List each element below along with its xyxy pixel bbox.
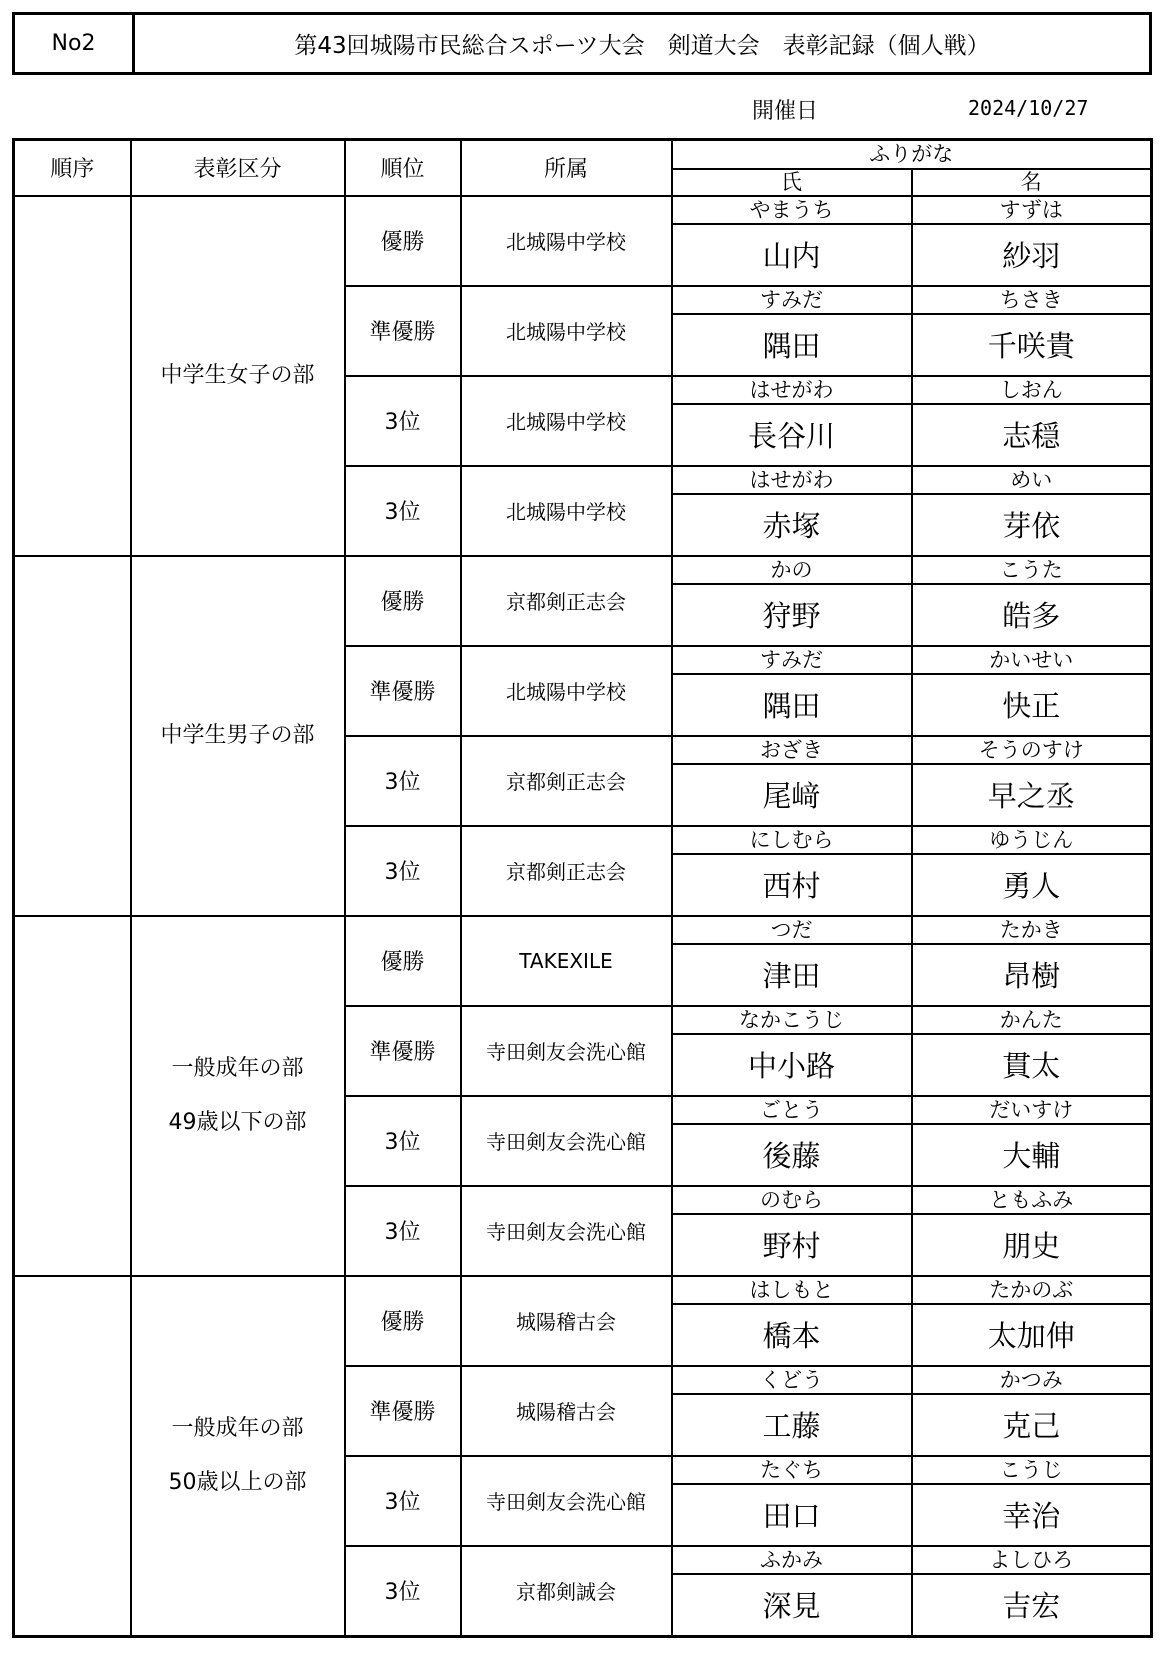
affiliation-cell: 寺田剣友会洗心館 xyxy=(461,1006,672,1096)
header-rank: 順位 xyxy=(345,140,461,196)
surname-kana-cell: はせがわ xyxy=(672,466,912,494)
surname-kana-cell: ごとう xyxy=(672,1096,912,1124)
table-row xyxy=(14,196,1152,224)
affiliation-cell: 京都剣正志会 xyxy=(461,556,672,646)
header-surname: 氏 xyxy=(672,169,912,196)
affiliation-cell: 城陽稽古会 xyxy=(461,1366,672,1456)
surname-kana-cell: かの xyxy=(672,556,912,584)
category-cell xyxy=(131,196,345,556)
category-label: 50歳以上の部 xyxy=(168,1469,307,1495)
given-name-cell: 紗羽 xyxy=(912,224,1152,286)
order-cell xyxy=(14,556,131,916)
order-cell xyxy=(14,196,131,556)
order-cell xyxy=(14,1276,131,1637)
date-value: 2024/10/27 xyxy=(968,96,1089,120)
rank-cell: 準優勝 xyxy=(345,1366,461,1456)
awards-table xyxy=(12,138,1153,1638)
given-kana-cell: しおん xyxy=(912,376,1152,404)
surname-cell: 長谷川 xyxy=(672,404,912,466)
rank-cell: 優勝 xyxy=(345,196,461,286)
surname-cell: 赤塚 xyxy=(672,494,912,556)
affiliation-cell: 城陽稽古会 xyxy=(461,1276,672,1366)
given-name-cell: 快正 xyxy=(912,674,1152,736)
given-kana-cell: たかき xyxy=(912,916,1152,944)
rank-cell: 3位 xyxy=(345,1456,461,1546)
awards-table-body xyxy=(14,196,1152,1637)
rank-cell: 3位 xyxy=(345,1186,461,1276)
given-name-cell: 幸治 xyxy=(912,1484,1152,1546)
category-cell xyxy=(131,916,345,1276)
given-name-cell: 皓多 xyxy=(912,584,1152,646)
category-label: 49歳以下の部 xyxy=(168,1109,307,1135)
category-cell xyxy=(131,556,345,916)
given-kana-cell: かんた xyxy=(912,1006,1152,1034)
surname-cell: 後藤 xyxy=(672,1124,912,1186)
given-kana-cell: ちさき xyxy=(912,286,1152,314)
category-label: 一般成年の部 xyxy=(171,1415,304,1441)
given-name-cell: 大輔 xyxy=(912,1124,1152,1186)
surname-cell: 野村 xyxy=(672,1214,912,1276)
table-row xyxy=(14,916,1152,944)
surname-kana-cell: つだ xyxy=(672,916,912,944)
given-kana-cell: よしひろ xyxy=(912,1546,1152,1574)
given-kana-cell: そうのすけ xyxy=(912,736,1152,764)
given-name-cell: 朋史 xyxy=(912,1214,1152,1276)
rank-cell: 優勝 xyxy=(345,556,461,646)
surname-cell: 西村 xyxy=(672,854,912,916)
rank-cell: 準優勝 xyxy=(345,646,461,736)
given-kana-cell: すずは xyxy=(912,196,1152,224)
given-kana-cell: だいすけ xyxy=(912,1096,1152,1124)
affiliation-cell: TAKEXILE xyxy=(461,916,672,1006)
rank-cell: 優勝 xyxy=(345,1276,461,1366)
category-label: 中学生女子の部 xyxy=(160,362,315,388)
given-name-cell: 志穏 xyxy=(912,404,1152,466)
given-name-cell: 太加伸 xyxy=(912,1304,1152,1366)
given-kana-cell: こうた xyxy=(912,556,1152,584)
surname-kana-cell: くどう xyxy=(672,1366,912,1394)
surname-kana-cell: なかこうじ xyxy=(672,1006,912,1034)
header-furigana: ふりがな xyxy=(672,140,1152,169)
affiliation-cell: 北城陽中学校 xyxy=(461,646,672,736)
surname-cell: 狩野 xyxy=(672,584,912,646)
surname-kana-cell: たぐち xyxy=(672,1456,912,1484)
surname-kana-cell: はしもと xyxy=(672,1276,912,1304)
given-name-cell: 芽依 xyxy=(912,494,1152,556)
affiliation-cell: 寺田剣友会洗心館 xyxy=(461,1456,672,1546)
given-kana-cell: かつみ xyxy=(912,1366,1152,1394)
given-name-cell: 昂樹 xyxy=(912,944,1152,1006)
surname-cell: 中小路 xyxy=(672,1034,912,1096)
header-order: 順序 xyxy=(14,140,131,196)
date-label: 開催日 xyxy=(752,99,819,124)
rank-cell: 準優勝 xyxy=(345,1006,461,1096)
given-kana-cell: ゆうじん xyxy=(912,826,1152,854)
given-name-cell: 克己 xyxy=(912,1394,1152,1456)
given-kana-cell: たかのぶ xyxy=(912,1276,1152,1304)
surname-kana-cell: すみだ xyxy=(672,286,912,314)
given-kana-cell: ともふみ xyxy=(912,1186,1152,1214)
surname-cell: 隅田 xyxy=(672,314,912,376)
rank-cell: 3位 xyxy=(345,376,461,466)
surname-cell: 山内 xyxy=(672,224,912,286)
rank-cell: 3位 xyxy=(345,1546,461,1637)
surname-cell: 深見 xyxy=(672,1574,912,1637)
affiliation-cell: 京都剣正志会 xyxy=(461,736,672,826)
document-number: No2 xyxy=(15,15,135,72)
rank-cell: 3位 xyxy=(345,826,461,916)
header-category: 表彰区分 xyxy=(131,140,345,196)
order-cell xyxy=(14,916,131,1276)
surname-cell: 津田 xyxy=(672,944,912,1006)
document-title-box xyxy=(12,12,1152,75)
affiliation-cell: 京都剣誠会 xyxy=(461,1546,672,1637)
rank-cell: 優勝 xyxy=(345,916,461,1006)
given-kana-cell: かいせい xyxy=(912,646,1152,674)
category-cell xyxy=(131,1276,345,1637)
given-name-cell: 千咲貴 xyxy=(912,314,1152,376)
surname-kana-cell: ふかみ xyxy=(672,1546,912,1574)
header-affiliation: 所属 xyxy=(461,140,672,196)
affiliation-cell: 寺田剣友会洗心館 xyxy=(461,1186,672,1276)
surname-cell: 尾﨑 xyxy=(672,764,912,826)
document-title: 第43回城陽市民総合スポーツ大会 剣道大会 表彰記録（個人戦） xyxy=(294,33,990,59)
rank-cell: 3位 xyxy=(345,736,461,826)
surname-cell: 橋本 xyxy=(672,1304,912,1366)
surname-kana-cell: にしむら xyxy=(672,826,912,854)
surname-kana-cell: すみだ xyxy=(672,646,912,674)
category-label: 中学生男子の部 xyxy=(160,722,315,748)
surname-kana-cell: やまうち xyxy=(672,196,912,224)
rank-cell: 3位 xyxy=(345,1096,461,1186)
header-given-name: 名 xyxy=(912,169,1152,196)
surname-kana-cell: おざき xyxy=(672,736,912,764)
category-label: 一般成年の部 xyxy=(171,1055,304,1081)
given-name-cell: 勇人 xyxy=(912,854,1152,916)
affiliation-cell: 北城陽中学校 xyxy=(461,286,672,376)
given-kana-cell: めい xyxy=(912,466,1152,494)
given-kana-cell: こうじ xyxy=(912,1456,1152,1484)
surname-cell: 工藤 xyxy=(672,1394,912,1456)
affiliation-cell: 寺田剣友会洗心館 xyxy=(461,1096,672,1186)
affiliation-cell: 北城陽中学校 xyxy=(461,466,672,556)
rank-cell: 3位 xyxy=(345,466,461,556)
given-name-cell: 早之丞 xyxy=(912,764,1152,826)
affiliation-cell: 北城陽中学校 xyxy=(461,196,672,286)
table-row xyxy=(14,1276,1152,1304)
surname-cell: 田口 xyxy=(672,1484,912,1546)
surname-kana-cell: のむら xyxy=(672,1186,912,1214)
surname-kana-cell: はせがわ xyxy=(672,376,912,404)
surname-cell: 隅田 xyxy=(672,674,912,736)
affiliation-cell: 京都剣正志会 xyxy=(461,826,672,916)
affiliation-cell: 北城陽中学校 xyxy=(461,376,672,466)
table-row xyxy=(14,556,1152,584)
given-name-cell: 吉宏 xyxy=(912,1574,1152,1637)
rank-cell: 準優勝 xyxy=(345,286,461,376)
given-name-cell: 貫太 xyxy=(912,1034,1152,1096)
